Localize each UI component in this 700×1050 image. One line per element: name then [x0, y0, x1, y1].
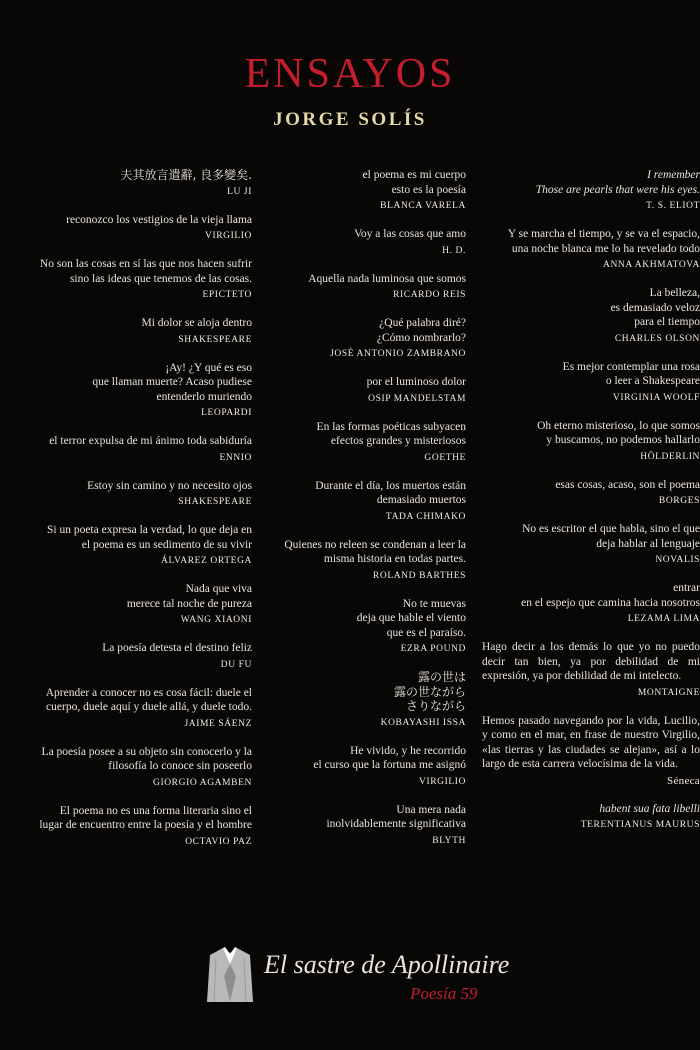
quote-text: Una mera nada inolvidablemente significativa: [326, 803, 466, 830]
quote-author: GOETHE: [424, 452, 466, 463]
quote-text: Es mejor contemplar una rosa o leer a Shakespeare: [562, 360, 700, 387]
quote-block: [38, 434, 252, 464]
quote-author: VIRGILIO: [418, 776, 466, 787]
quote-block: [252, 316, 466, 360]
quote-block: [482, 522, 700, 566]
quote-block: [482, 640, 700, 699]
quote-column-2: [252, 168, 466, 862]
quote-text: reconozco los vestigios de la vieja llama: [66, 213, 252, 226]
quote-block: [252, 168, 466, 212]
quote-text: I remember Those are pearls that were his eyes.: [535, 169, 700, 196]
quote-text: el terror expulsa de mi ánimo toda sabiduría: [49, 435, 252, 447]
quote-author: RICARDO REIS: [393, 290, 466, 300]
book-author: JORGE SOLÍS: [273, 109, 427, 130]
quote-text: He vivido, y he recorrido el curso que la fortuna me asignó: [313, 744, 466, 771]
quote-author: ÁLVAREZ ORTEGA: [161, 556, 252, 566]
quote-block: [482, 419, 700, 463]
quote-block: [252, 375, 466, 405]
quote-author: JAIME SÁENZ: [184, 718, 252, 729]
quote-block: [38, 641, 252, 671]
quote-block: [252, 538, 466, 582]
quote-block: [482, 802, 700, 832]
quote-text: La poesía posee a su objeto sin conocerlo y la filosofía lo conoce sin poseerlo: [41, 745, 252, 772]
quote-block: [252, 670, 466, 729]
quote-text: La poesía detesta el destino feliz: [102, 642, 252, 654]
quote-author: DU FU: [220, 659, 252, 670]
quote-block: [482, 286, 700, 345]
quote-author: LEOPARDI: [201, 408, 252, 418]
quote-text: 露の世は 露の世ながら さりながら: [393, 670, 466, 713]
quote-author: Séneca: [667, 774, 700, 787]
quote-block: [252, 227, 466, 257]
quote-block: [38, 582, 252, 626]
quote-text: Aprender a conocer no es cosa fácil: duele el cuerpo, duele aquí y duele allá, y duele todo.: [45, 686, 252, 713]
quote-text: Hago decir a los demás lo que yo no puedo decir tan bien, ya por debilidad de mi expresión, ya por debilidad de mi intelecto.: [482, 641, 700, 682]
quote-block: [38, 523, 252, 567]
quote-author: OSIP MANDELSTAM: [368, 393, 466, 404]
publisher-footer: [202, 946, 512, 1006]
quote-author: SHAKESPEARE: [178, 497, 252, 507]
quote-author: BLANCA VARELA: [380, 201, 466, 211]
quote-author: TADA CHIMAKO: [385, 511, 466, 522]
quote-text: Durante el día, los muertos están demasiado muertos: [315, 479, 466, 506]
quote-author: EPICTETO: [202, 290, 252, 300]
quote-block: [482, 478, 700, 508]
quote-author: GIORGIO AGAMBEN: [153, 777, 252, 788]
quote-text: entrar en el espejo que camina hacia nosotros: [521, 582, 700, 609]
quote-text: La belleza, es demasiado veloz para el tiempo: [610, 287, 700, 328]
quote-block: [482, 714, 700, 787]
quote-block: [252, 597, 466, 656]
quote-author: T. S. ELIOT: [646, 201, 700, 211]
book-title: ENSAYOS: [244, 51, 456, 97]
quote-block: [38, 361, 252, 420]
quote-author: BLYTH: [432, 835, 466, 846]
quote-block: [38, 257, 252, 301]
quote-text: habent sua fata libelli: [599, 802, 700, 815]
quote-block: [38, 804, 252, 848]
quote-block: [38, 686, 252, 730]
quote-text: ¿Qué palabra diré? ¿Cómo nombrarlo?: [376, 317, 466, 344]
quote-author: LU JI: [227, 186, 252, 197]
quote-text: No te muevas deja que hable el viento que es el paraíso.: [356, 597, 466, 639]
quote-block: [252, 479, 466, 523]
quote-author: NOVALIS: [655, 555, 700, 565]
quote-block: [482, 360, 700, 404]
quote-author: ANNA AKHMATOVA: [603, 260, 700, 270]
quote-column-1: [38, 168, 252, 863]
quote-text: Si un poeta expresa la verdad, lo que deja en el poema es un sedimento de su vivir: [46, 524, 252, 551]
quote-block: [38, 316, 252, 346]
quote-text: Y se marcha el tiempo, y se va el espacio, una noche blanca me lo ha revelado todo: [507, 228, 700, 255]
quote-block: [38, 168, 252, 198]
quote-text: El poema no es una forma literaria sino el lugar de encuentro entre la poesía y el hombre: [39, 804, 252, 831]
quote-author: EZRA POUND: [400, 644, 466, 654]
quote-block: [482, 168, 700, 212]
quote-text: En las formas poéticas subyacen efectos grandes y misteriosos: [316, 420, 466, 447]
quote-text: Hemos pasado navegando por la vida, Lucilio, y como en el mar, en frase de nuestro Virgilio, «las tierras y las ciudades se alejan», así a lo largo de esta carrera velocísima de la vida.: [482, 714, 700, 770]
quote-text: Voy a las cosas que amo: [354, 228, 466, 240]
quote-author: HÖLDERLIN: [640, 451, 700, 462]
quote-author: SHAKESPEARE: [178, 334, 252, 345]
quote-text: Nada que viva merece tal noche de pureza: [126, 583, 252, 610]
quote-author: VIRGINIA WOOLF: [612, 392, 700, 403]
quote-text: 夫其放言遣辭, 良多變矣.: [120, 168, 252, 182]
quote-text: No es escritor el que habla, sino el que deja hablar al lenguaje: [522, 523, 700, 550]
quote-author: TERENTIANUS MAURUS: [580, 820, 700, 830]
quote-block: [252, 803, 466, 847]
quote-text: Oh eterno misterioso, lo que somos y buscamos, no podemos hallarlo: [537, 419, 700, 446]
quote-block: [482, 227, 700, 271]
quote-author: LEZAMA LIMA: [627, 614, 700, 624]
quote-author: MONTAIGNE: [637, 687, 700, 698]
quote-author: BORGES: [658, 496, 700, 506]
quote-text: esas cosas, acaso, son el poema: [555, 478, 700, 491]
quote-block: [482, 581, 700, 625]
quote-text: No son las cosas en sí las que nos hacen sufrir sino las ideas que tenemos de las cosas.: [39, 258, 252, 285]
quote-author: WANG XIAONI: [180, 615, 252, 625]
quote-author: ENNIO: [219, 452, 252, 463]
quote-author: KOBAYASHI ISSA: [380, 717, 466, 728]
quote-column-3: [482, 168, 700, 846]
quote-text: Quienes no releen se condenan a leer la misma historia en todas partes.: [284, 538, 466, 565]
publisher-name: El sastre de Apollinaire: [264, 950, 510, 979]
quote-author: JOSÉ ANTONIO ZAMBRANO: [330, 349, 466, 359]
quote-text: Estoy sin camino y no necesito ojos: [87, 479, 252, 492]
quote-author: ROLAND BARTHES: [372, 570, 466, 581]
quote-block: [38, 213, 252, 243]
quote-block: [252, 420, 466, 464]
quote-author: H. D.: [442, 245, 466, 256]
jacket-icon: [206, 946, 254, 1004]
quote-text: el poema es mi cuerpo esto es la poesía: [362, 169, 466, 196]
quote-author: OCTAVIO PAZ: [185, 836, 252, 847]
quote-text: por el luminoso dolor: [366, 376, 466, 388]
quote-block: [38, 479, 252, 509]
quote-text: Aquella nada luminosa que somos: [308, 272, 466, 285]
quote-author: VIRGILIO: [204, 231, 252, 241]
quote-text: ¡Ay! ¿Y qué es eso que llaman muerte? Acaso pudiese entenderlo muriendo: [92, 361, 252, 403]
quote-text: Mi dolor se aloja dentro: [141, 317, 252, 329]
series-label: Poesía 59: [410, 984, 478, 1003]
quote-block: [252, 744, 466, 788]
quote-author: CHARLES OLSON: [614, 333, 700, 344]
quote-block: [252, 272, 466, 302]
quote-block: [38, 745, 252, 789]
